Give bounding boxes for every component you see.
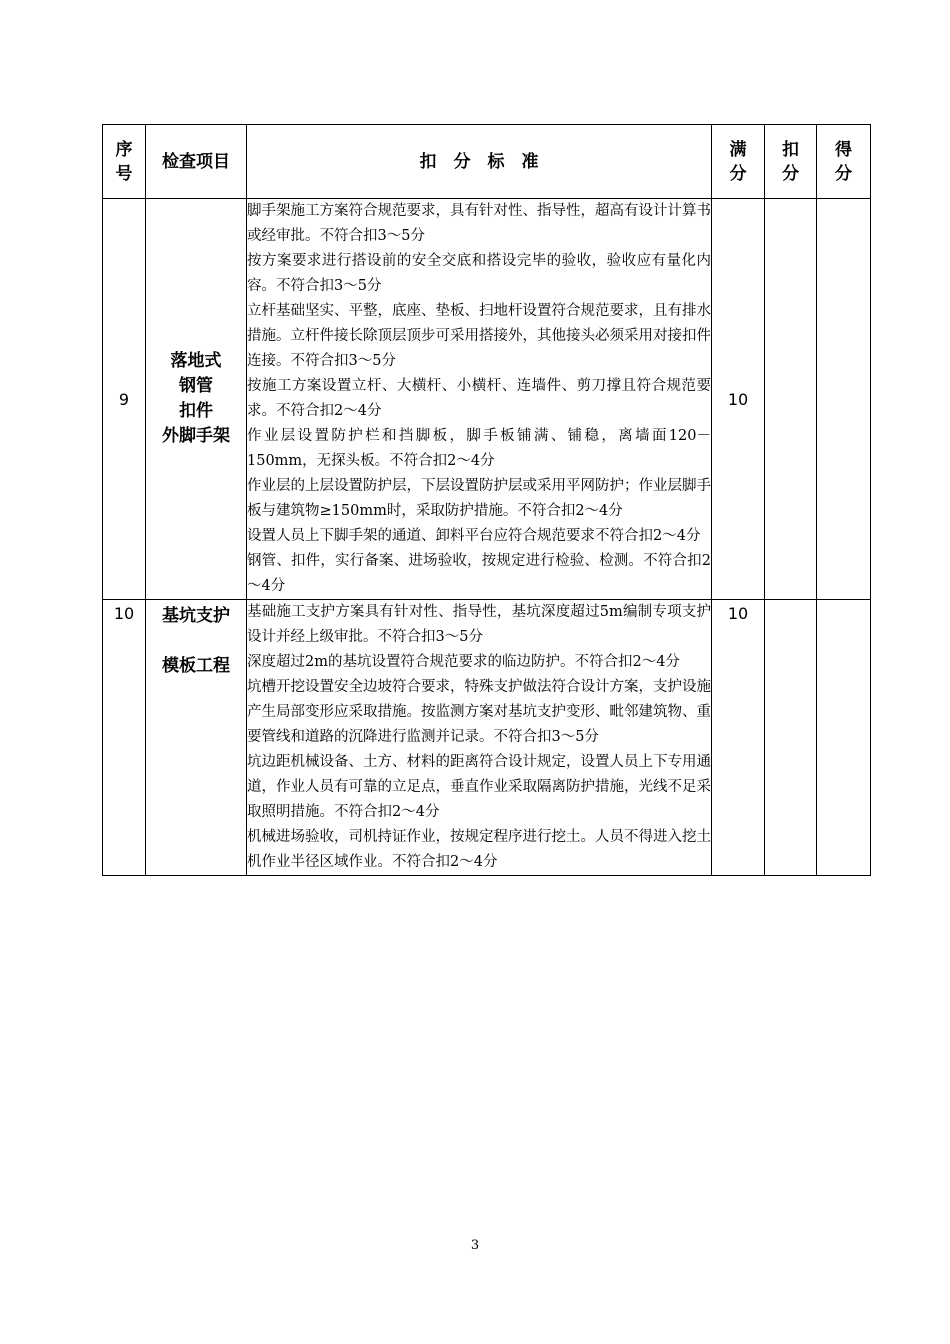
row-item <box>146 600 247 876</box>
row-seq: 10 <box>103 600 146 876</box>
row-item-line: 基坑支护 <box>162 606 230 626</box>
page-number: 3 <box>470 1238 480 1253</box>
criterion: 机械进场验收，司机持证作业，按规定程序进行挖土。人员不得进入挖土机作业半径区域作业。不符合扣2～4分 <box>247 829 711 870</box>
criterion: 按施工方案设置立杆、大横杆、小横杆、连墙件、剪刀撑且符合规范要求。不符合扣2～4分 <box>247 378 711 419</box>
criterion: 脚手架施工方案符合规范要求，具有针对性、指导性，超高有设计计算书或经审批。不符合扣3～5分 <box>247 203 711 244</box>
header-deduct-line: 分 <box>782 163 799 184</box>
header-score-line: 分 <box>835 163 852 184</box>
row-criteria <box>247 600 712 876</box>
criterion: 坑槽开挖设置安全边坡符合要求，特殊支护做法符合设计方案，支护设施产生局部变形应采取措施。按监测方案对基坑支护变形、毗邻建筑物、重要管线和道路的沉降进行监测并记录。不符合扣3～5分 <box>247 679 711 745</box>
header-deduct-line: 扣 <box>782 139 799 160</box>
criterion: 钢管、扣件，实行备案、进场验收，按规定进行检验、检测。不符合扣2～4分 <box>247 553 711 594</box>
row-full-score: 10 <box>712 199 765 600</box>
row-item-line: 钢管 <box>179 376 213 396</box>
header-criteria: 扣 分 标 准 <box>247 125 712 199</box>
row-full-score: 10 <box>712 600 765 876</box>
criterion: 作业层设置防护栏和挡脚板，脚手板铺满、铺稳，离墙面120－150mm，无探头板。不符合扣2～4分 <box>247 428 711 469</box>
row-item-line: 扣件 <box>179 401 213 421</box>
row-seq: 9 <box>103 199 146 600</box>
criterion: 作业层的上层设置防护层，下层设置防护层或采用平网防护；作业层脚手板与建筑物≥150mm时，采取防护措施。不符合扣2～4分 <box>247 478 711 519</box>
row-deduct-cell[interactable] <box>765 199 817 600</box>
criterion: 深度超过2m的基坑设置符合规范要求的临边防护。不符合扣2～4分 <box>247 654 680 670</box>
header-seq-line: 号 <box>115 163 133 184</box>
row-criteria <box>247 199 712 600</box>
row-item-spacer <box>146 629 246 654</box>
criterion: 立杆基础坚实、平整，底座、垫板、扫地杆设置符合规范要求，且有排水措施。立杆件接长除顶层顶步可采用搭接外，其他接头必须采用对接扣件连接。不符合扣3～5分 <box>247 303 711 369</box>
header-full-score <box>712 125 765 199</box>
header-row <box>103 125 871 199</box>
row-score-cell[interactable] <box>817 600 871 876</box>
table-row <box>103 199 871 600</box>
header-seq <box>103 125 146 199</box>
row-item-line: 外脚手架 <box>162 426 230 446</box>
row-deduct-cell[interactable] <box>765 600 817 876</box>
row-item-line: 模板工程 <box>162 656 230 676</box>
header-full-line: 分 <box>729 163 747 184</box>
header-deduct <box>765 125 817 199</box>
header-seq-line: 序 <box>115 139 133 160</box>
criterion: 坑边距机械设备、土方、材料的距离符合设计规定，设置人员上下专用通道，作业人员有可靠的立足点，垂直作业采取隔离防护措施，光线不足采取照明措施。不符合扣2～4分 <box>247 754 711 820</box>
row-item <box>146 199 247 600</box>
criterion: 设置人员上下脚手架的通道、卸料平台应符合规范要求不符合扣2～4分 <box>247 528 701 544</box>
row-item-line: 落地式 <box>170 351 222 371</box>
header-score-line: 得 <box>835 139 852 160</box>
criterion: 按方案要求进行搭设前的安全交底和搭设完毕的验收，验收应有量化内容。不符合扣3～5分 <box>247 253 711 294</box>
header-full-line: 满 <box>729 139 747 160</box>
criterion: 基础施工支护方案具有针对性、指导性，基坑深度超过5m编制专项支护设计并经上级审批。不符合扣3～5分 <box>247 604 711 645</box>
header-score <box>817 125 871 199</box>
inspection-table <box>102 124 871 876</box>
row-score-cell[interactable] <box>817 199 871 600</box>
header-item: 检查项目 <box>146 125 247 199</box>
table-row <box>103 600 871 876</box>
